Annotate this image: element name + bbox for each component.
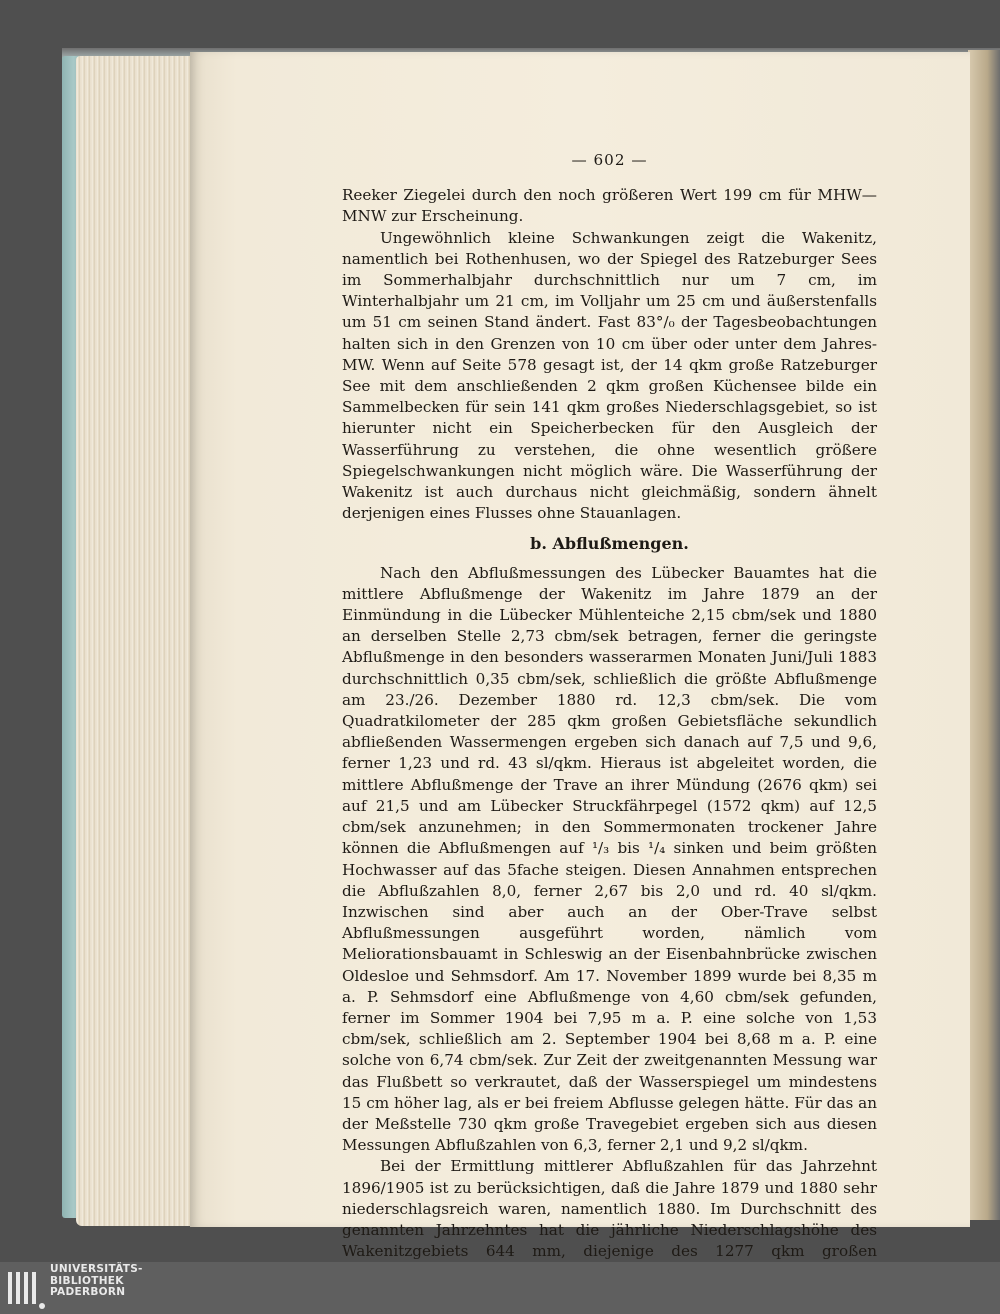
facing-page-edge: [968, 50, 1000, 1220]
library-name-line: PADERBORN: [50, 1286, 126, 1298]
page-number: — 602 —: [571, 151, 648, 169]
library-name-line: UNIVERSITÄTS-: [50, 1263, 143, 1275]
library-logo-icon: [6, 1268, 46, 1310]
page-edges: [76, 56, 194, 1226]
paragraph: Bei der Ermittlung mittlerer Abflußzahlen für das Jahrzehnt 1896/1905 ist zu berücksichtigen, daß die Jahre 1879 und 1880 sehr niederschlagsreich waren, namentlich 1880. Im Durchschnitt des genannten Jahrzehntes hat die jährliche Niederschlagshöhe des Wakenitzgebiets 644 mm, diejenige des 1277 qkm großen: [342, 1157, 877, 1261]
library-name-line: BIBLIOTHEK: [50, 1274, 124, 1287]
paragraph-continued: Reeker Ziegelei durch den noch größeren Wert 199 cm für MHW—MNW zur Erscheinung.: [342, 186, 877, 226]
footer-bar: [0, 1262, 1000, 1314]
paragraph: Nach den Abflußmessungen des Lübecker Bauamtes hat die mittlere Abflußmenge der Wakenitz im Jahre 1879 an der Einmündung in die Lübecker Mühlenteiche 2,15 cbm/sek und 1880 an derselben Stelle 2,73 cbm/sek betragen, ferner die geringste Abflußmenge in den besonders wasserarmen Monaten Juni/Juli 1883 durchschnittlich 0,35 cbm/sek, schließlich die größte Abflußmenge am 23./26. Dezember 1880 rd. 12,3 cbm/sek. Die vom Quadratkilometer der 285 qkm großen Gebietsfläche sekundlich abfließenden Wassermengen ergeben sich danach auf 7,5 und 9,6, ferner 1,23 und rd. 43 sl/qkm. Hieraus ist abgeleitet worden, die mittlere Abflußmenge der Trave an ihrer Mündung (2676 qkm) sei auf 21,5 und am Lübecker Struckfährpegel (1572 qkm) auf 12,5 cbm/sek anzunehmen; in den Sommermonaten trockener Jahre können die Abflußmengen auf ¹/₃ bis ¹/₄ sinken und beim größten Hochwasser auf das 5fache steigen. Diesen Annahmen entsprechen die Abflußzahlen 8,0, ferner 2,67 bis 2,0 und rd. 40 sl/qkm. Inzwischen sind aber auch an der Ober-Trave selbst Abflußmessungen ausgeführt worden, nämlich vom Meliorationsbauamt in Schleswig an der Eisenbahnbrücke zwischen Oldesloe und Sehmsdorf. Am 17. November 1899 wurde bei 8,35 m a. P. Sehmsdorf eine Abflußmenge von 4,60 cbm/sek gefunden, ferner im Sommer 1904 bei 7,95 m a. P. eine solche von 1,53 cbm/sek, schließlich am 2. September 1904 bei 8,68 m a. P. eine solche von 6,74 cbm/sek. Zur Zeit der zweitgenannten Messung war das Flußbett so verkrautet, daß der Wasserspiegel um mindestens 15 cm höher lag, als er bei freiem Abflusse gelegen hätte. Für das an der Meßstelle 730 qkm große Travegebiet ergeben sich aus diesen Messungen Abflußzahlen von 6,3, ferner 2,1 und 9,2 sl/qkm.: [342, 563, 877, 1155]
paragraph: Ungewöhnlich kleine Schwankungen zeigt die Wakenitz, namentlich bei Rothenhusen, wo der Spiegel des Ratzeburger Sees im Sommerhalbjahr durchschnittlich nur um 7 cm, im Winterhalbjahr um 21 cm, im Volljahr um 25 cm und äußerstenfalls um 51 cm seinen Stand ändert. Fast 83°/₀ der Tagesbeobachtungen halten sich in den Grenzen von 10 cm über oder unter dem Jahres-MW. Wenn auf Seite 578 gesagt ist, der 14 qkm große Ratzeburger See mit dem anschließenden 2 qkm großen Küchensee bilde ein Sammelbecken für sein 141 qkm großes Niederschlagsgebiet, so ist hierunter nicht ein Speicherbecken für den Ausgleich der Wasserführung zu verstehen, die ohne wesentlich größere Spiegelschwankungen nicht möglich wäre. Die Wasserführung der Wakenitz ist auch durchaus nicht gleichmäßig, sondern ähnelt derjenigen eines Flusses ohne Stauanlagen.: [342, 228, 877, 523]
section-heading: b. Abflußmengen.: [530, 534, 689, 554]
library-name: [50, 1264, 143, 1299]
page-text-block: [342, 150, 877, 1284]
